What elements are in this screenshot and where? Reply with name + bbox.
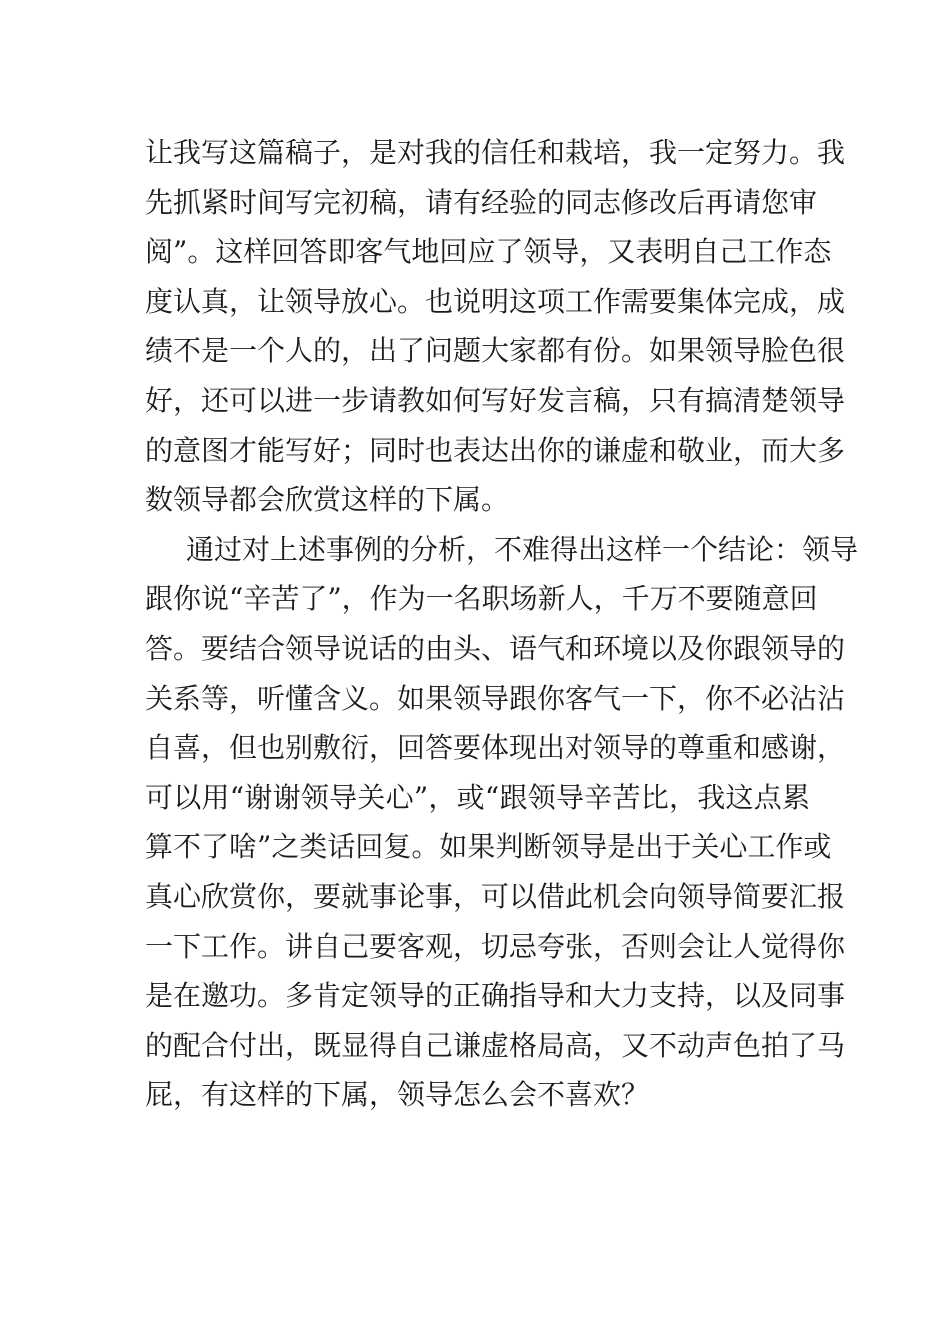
text-line: 先抓紧时间写完初稿，请有经验的同志修改后再请您审 [145, 185, 818, 219]
text-line: 跟你说“辛苦了”，作为一名职场新人，千万不要随意回 [145, 582, 818, 616]
text-line: 的配合付出，既显得自己谦虚格局高，又不动声色拍了马 [145, 1028, 846, 1062]
text-line: 让我写这篇稿子，是对我的信任和栽培，我一定努力。我 [145, 136, 846, 169]
document-body [145, 128, 859, 1120]
text-line: 屁，有这样的下属，领导怎么会不喜欢？ [145, 1078, 650, 1112]
text-line: 绩不是一个人的，出了问题大家都有份。如果领导脸色很 [145, 334, 846, 368]
text-line: 关系等，听懂含义。如果领导跟你客气一下，你不必沾沾 [145, 681, 846, 715]
text-line: 真心欣赏你，要就事论事，可以借此机会向领导简要汇报 [145, 879, 846, 913]
text-line: 算不了啥”之类话回复。如果判断领导是出于关心工作或 [145, 830, 832, 864]
text-line: 度认真，让领导放心。也说明这项工作需要集体完成，成 [145, 284, 846, 318]
text-line: 是在邀功。多肯定领导的正确指导和大力支持，以及同事 [145, 979, 846, 1013]
text-line: 数领导都会欣赏这样的下属。 [145, 483, 510, 517]
text-line: 一下工作。讲自己要客观，切忌夸张，否则会让人觉得你 [145, 929, 846, 963]
text-line: 通过对上述事例的分析，不难得出这样一个结论：领导 [186, 532, 859, 566]
text-line: 自喜，但也别敷衍，回答要体现出对领导的尊重和感谢， [145, 731, 846, 765]
paragraph-2 [145, 525, 859, 1120]
text-line: 好，还可以进一步请教如何写好发言稿，只有搞清楚领导 [145, 383, 846, 417]
text-line: 答。要结合领导说话的由头、语气和环境以及你跟领导的 [145, 631, 846, 665]
text-line: 可以用“谢谢领导关心”，或“跟领导辛苦比，我这点累 [145, 780, 810, 814]
text-line: 阅”。这样回答即客气地回应了领导，又表明自己工作态 [145, 235, 832, 269]
paragraph-1 [145, 128, 846, 525]
text-line: 的意图才能写好；同时也表达出你的谦虚和敬业，而大多 [145, 433, 846, 467]
